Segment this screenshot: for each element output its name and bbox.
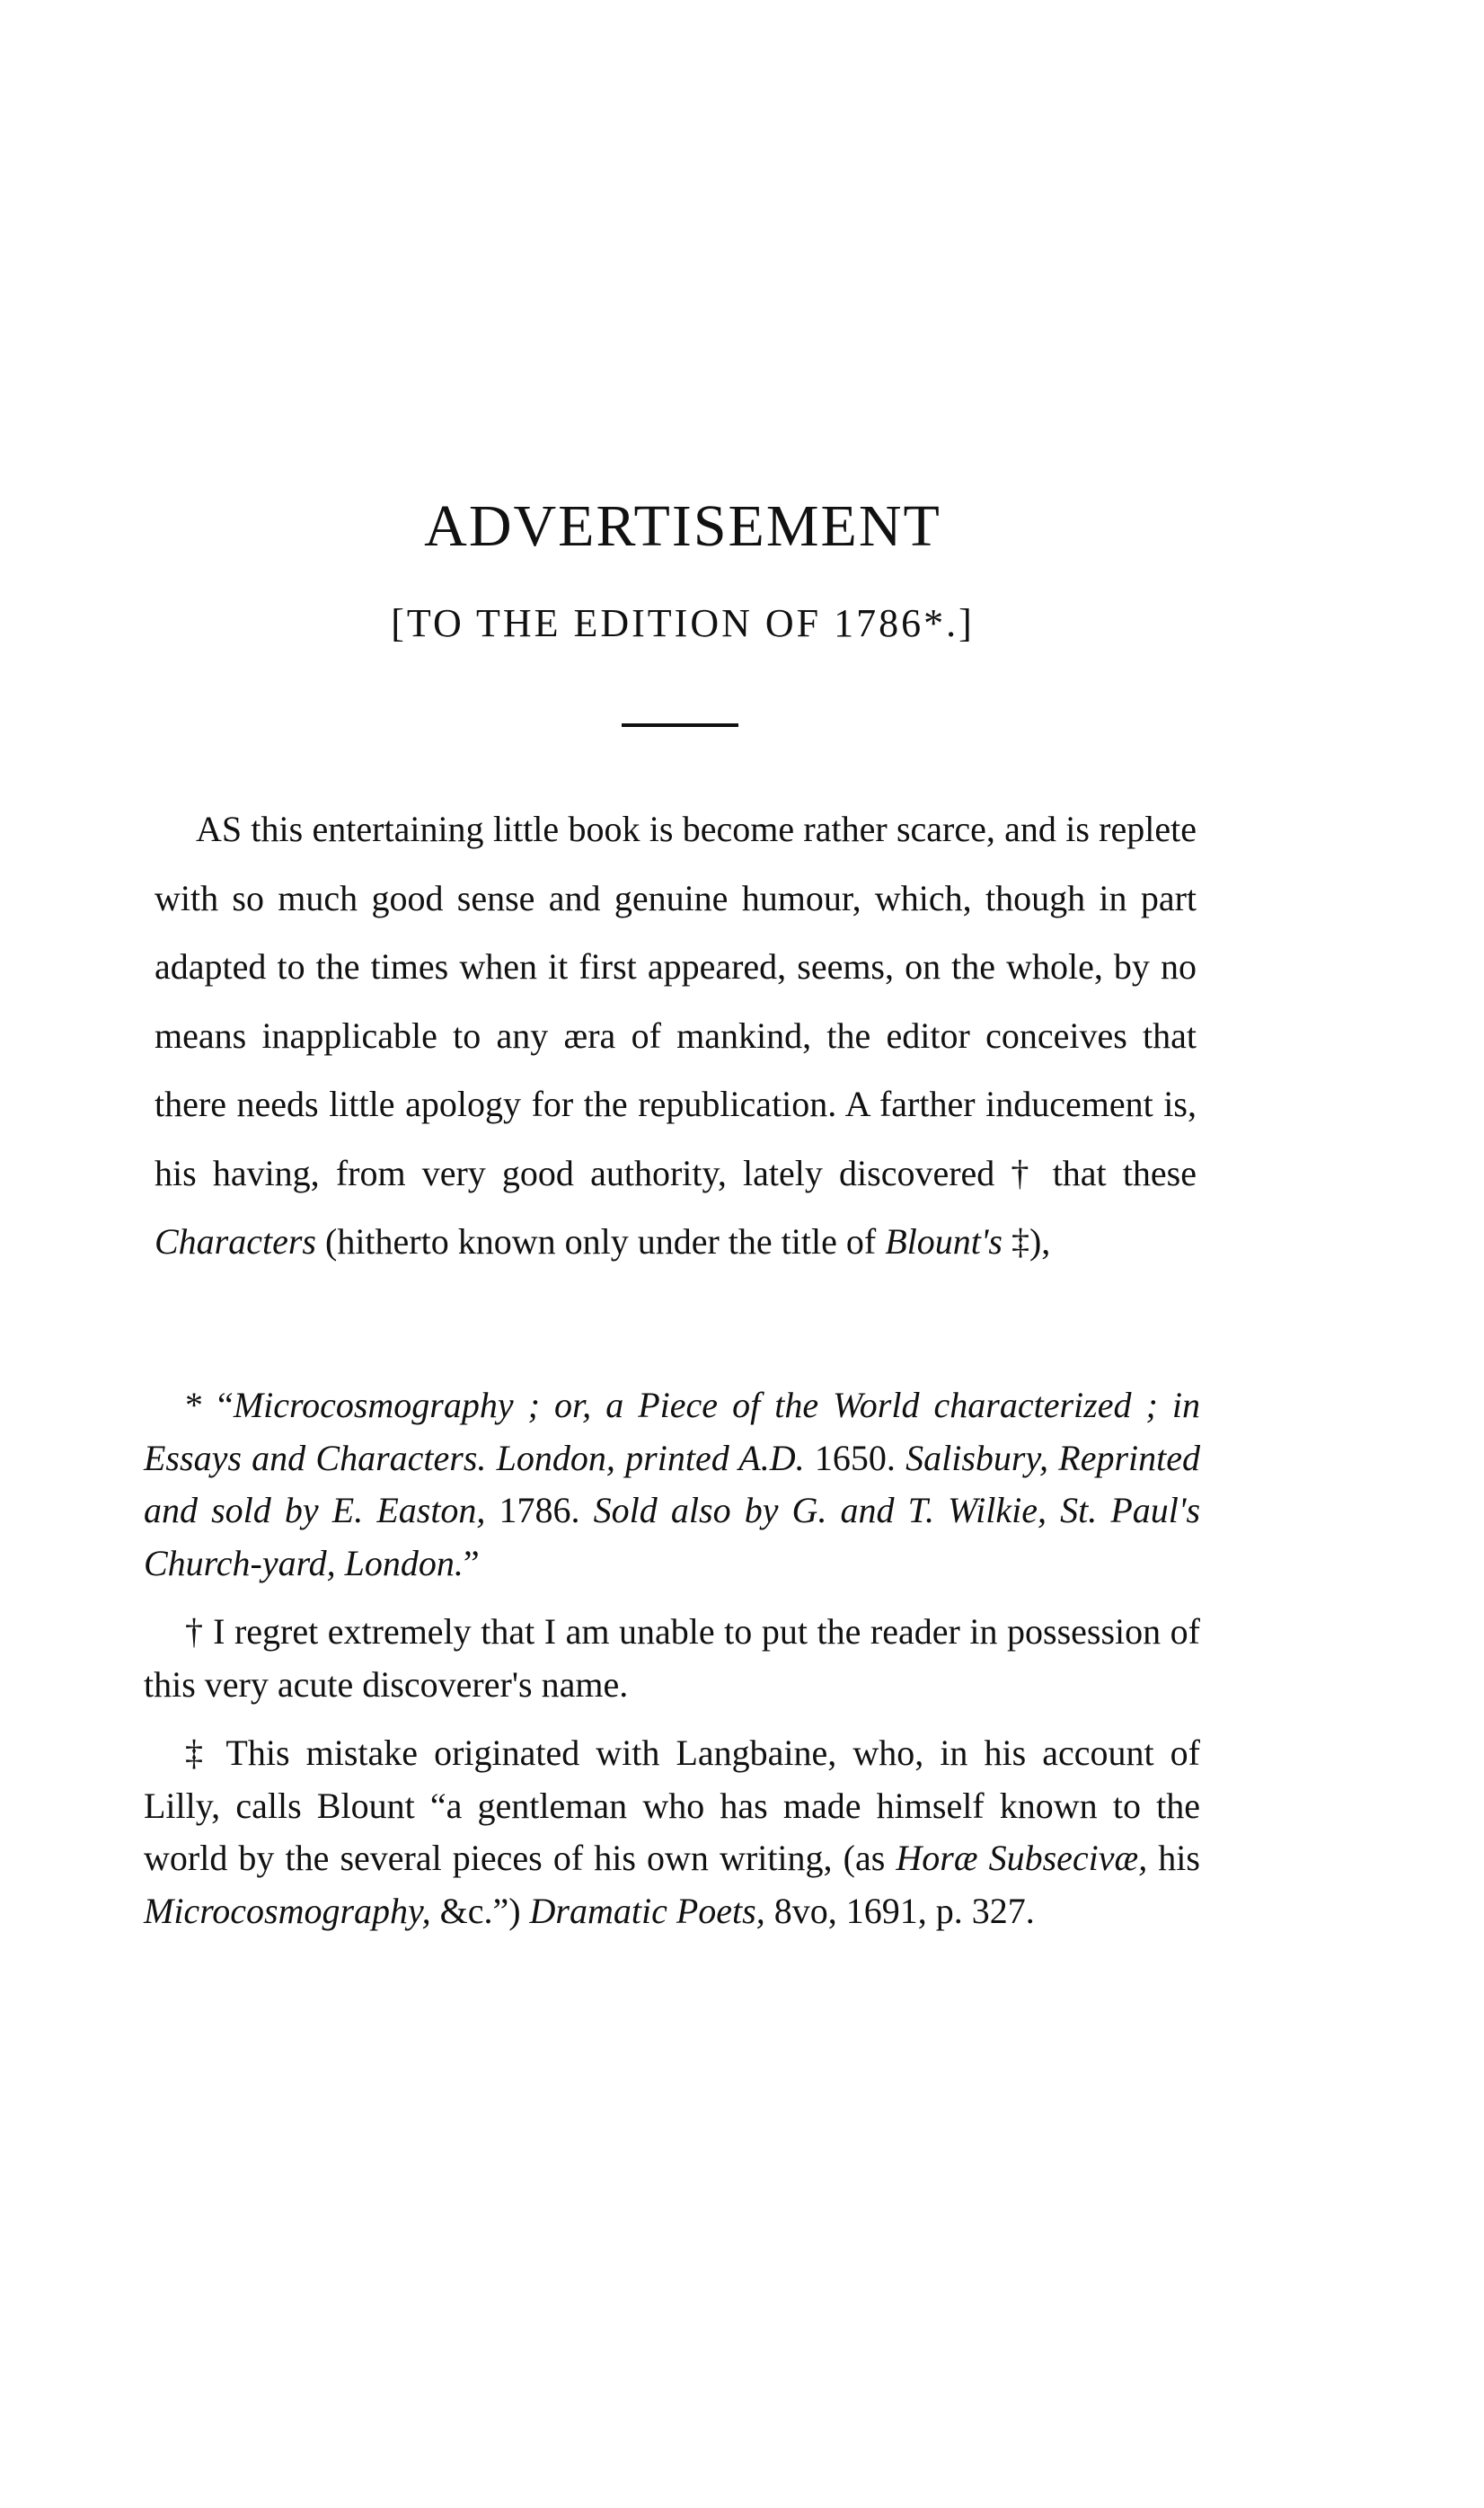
footnote-italic: Salisbury, Reprinted and sold by E. Easton, [144, 1437, 1201, 1530]
footnote-text: 1786. [485, 1490, 594, 1530]
footnotes [144, 1379, 1200, 1954]
footnote-italic: Dramatic Poets, [529, 1890, 765, 1931]
footnote-italic: Horæ Subsecivæ, [896, 1838, 1148, 1878]
footnote-text: “ [203, 1385, 234, 1425]
body-text-part: (hitherto known only under the title of [316, 1221, 886, 1262]
body-italic-characters: Characters [155, 1221, 316, 1262]
page-title: ADVERTISEMENT [424, 493, 941, 559]
footnote-text: his [1147, 1838, 1200, 1878]
footnote-marker: ‡ [185, 1733, 211, 1773]
footnote-text: &c.”) [430, 1890, 530, 1931]
advertisement-body [155, 795, 1197, 1277]
page-subtitle: [TO THE EDITION OF 1786*.] [391, 601, 975, 645]
footnote-italic: Sold also by G. and T. Wilkie, St. Paul's Church-yard, London. [144, 1490, 1201, 1583]
footnote-text: 1650. [804, 1437, 906, 1478]
footnote-text: ” [463, 1542, 480, 1583]
footnote-text: This mistake originated with Langbaine, who, in his account of Lilly, calls Blount “a gentleman who has made himself known to the world by the several pieces of his own writing, (as [144, 1733, 1201, 1878]
title-divider [622, 723, 738, 727]
body-italic-blounts: Blount's [885, 1221, 1003, 1262]
footnote-italic: Microcosmography ; or, a Piece of the World characterized ; in Essays and Characters. London, printed A.D. [144, 1385, 1200, 1478]
body-text-part: ‡), [1002, 1221, 1051, 1262]
footnote-marker: * [185, 1385, 203, 1425]
footnote-double-dagger [144, 1727, 1200, 1937]
body-text-part: AS this entertaining little book is become rather scarce, and is replete with so much good sense and genuine humour, which, though in part adapted to the times when it first appeared, seems, on the whole, by no means inapplicable to any æra of mankind, the editor conceives that there needs little apology for the republication. A farther inducement is, his having, from very good authority, lately discovered † that these [155, 809, 1197, 1193]
footnote-star [144, 1379, 1200, 1590]
footnote-marker: † [185, 1611, 204, 1652]
footnote-text: I regret extremely that I am unable to put the reader in possession of this very acute discoverer's name. [144, 1611, 1201, 1705]
footnote-text: 8vo, 1691, p. 327. [764, 1890, 1035, 1931]
footnote-dagger [144, 1606, 1200, 1711]
footnote-italic: Microcosmography, [144, 1890, 431, 1931]
